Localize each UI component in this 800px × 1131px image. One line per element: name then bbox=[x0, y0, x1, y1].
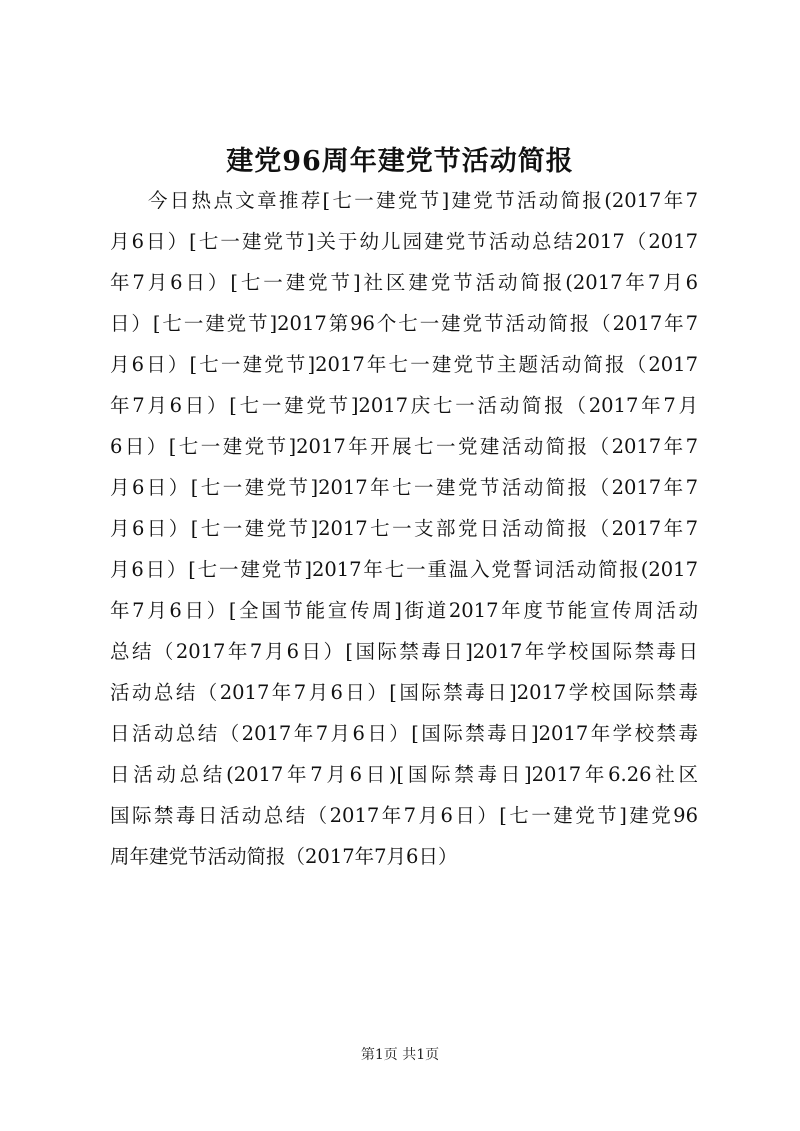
body-line: 6日）[七一建党节]2017年开展七一党建活动简报（2017年7 bbox=[110, 435, 698, 458]
page-footer: 第1页 共1页 bbox=[360, 1047, 440, 1063]
body-line: 月6日）[七一建党节]2017七一支部党日活动简报（2017年7 bbox=[110, 517, 698, 540]
body-line: 日活动总结(2017年7月6日)[国际禁毒日]2017年6.26社区 bbox=[110, 763, 698, 786]
body-line: 月6日）[七一建党节]2017年七一建党节主题活动简报（2017 bbox=[110, 353, 698, 376]
body-line: 月6日）[七一建党节]关于幼儿园建党节活动总结2017（2017 bbox=[110, 230, 698, 253]
body-line: 总结（2017年7月6日）[国际禁毒日]2017年学校国际禁毒日 bbox=[110, 640, 698, 663]
body-line: 年7月6日）[七一建党节]社区建党节活动简报(2017年7月6 bbox=[110, 271, 698, 294]
document-title: 建党96周年建党节活动简报 bbox=[226, 146, 574, 177]
body-line: 月6日）[七一建党节]2017年七一重温入党誓词活动简报(2017 bbox=[110, 558, 698, 581]
body-line: 年7月6日）[七一建党节]2017庆七一活动简报（2017年7月 bbox=[110, 394, 698, 417]
body-line: 月6日）[七一建党节]2017年七一建党节活动简报（2017年7 bbox=[110, 476, 698, 499]
body-line: 年7月6日）[全国节能宣传周]街道2017年度节能宣传周活动 bbox=[110, 599, 698, 622]
body-line: 国际禁毒日活动总结（2017年7月6日）[七一建党节]建党96 bbox=[110, 804, 698, 827]
body-line: 日）[七一建党节]2017第96个七一建党节活动简报（2017年7 bbox=[110, 312, 698, 335]
body-line: 周年建党节活动简报（2017年7月6日） bbox=[110, 845, 458, 868]
body-line: 日活动总结（2017年7月6日）[国际禁毒日]2017年学校禁毒 bbox=[110, 722, 698, 745]
body-line: 今日热点文章推荐[七一建党节]建党节活动简报(2017年7 bbox=[148, 189, 698, 212]
body-line: 活动总结（2017年7月6日）[国际禁毒日]2017学校国际禁毒 bbox=[110, 681, 698, 704]
